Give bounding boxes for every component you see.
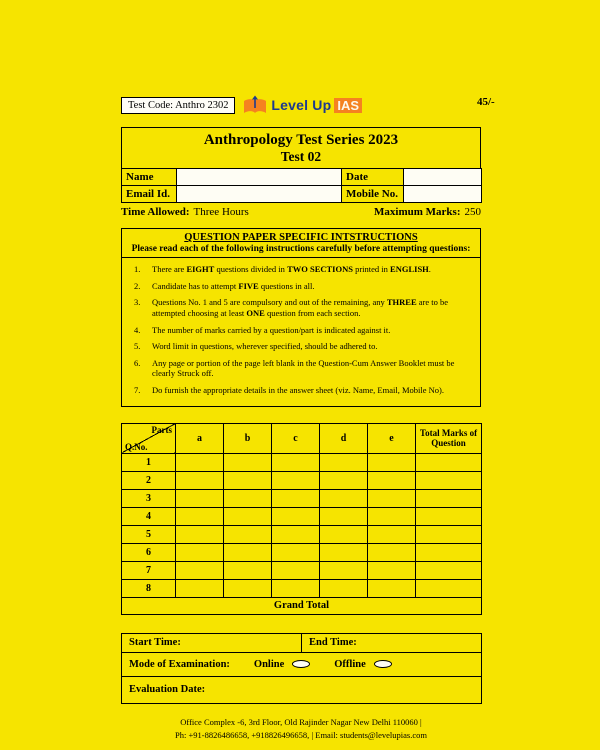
marks-cell xyxy=(368,561,416,579)
marks-cell xyxy=(320,579,368,597)
marks-table-row xyxy=(122,579,482,597)
instruction-number: 1. xyxy=(134,264,141,274)
marks-table-row xyxy=(122,525,482,543)
marks-cell xyxy=(224,507,272,525)
instructions-heading: QUESTION PAPER SPECIFIC INTSTRUCTIONS xyxy=(184,232,418,243)
marks-table-row xyxy=(122,471,482,489)
marks-table-header-row xyxy=(122,423,482,453)
total-marks-cell xyxy=(416,543,482,561)
marks-cell xyxy=(272,579,320,597)
mode-cell xyxy=(122,652,482,676)
logo-text-ias: IAS xyxy=(334,98,362,113)
maximum-marks xyxy=(374,206,481,218)
marks-cell xyxy=(176,543,224,561)
marks-cell xyxy=(320,453,368,471)
marks-cell xyxy=(176,489,224,507)
instruction-text: Do furnish the appropriate details in the answer sheet (viz. Name, Email, Mobile No). xyxy=(152,385,444,395)
question-number-cell: 6 xyxy=(122,543,176,561)
question-number-cell: 2 xyxy=(122,471,176,489)
marks-cell xyxy=(320,561,368,579)
test-code-box xyxy=(121,97,235,114)
question-number-cell: 7 xyxy=(122,561,176,579)
exam-cover-sheet xyxy=(121,88,481,742)
part-column-header: e xyxy=(368,423,416,453)
marks-cell xyxy=(224,525,272,543)
corner-parts-label: Parts xyxy=(151,424,172,435)
marks-cell xyxy=(176,525,224,543)
mode-option-offline xyxy=(334,659,392,670)
candidate-row-1 xyxy=(122,169,482,186)
marks-cell xyxy=(272,489,320,507)
marks-cell xyxy=(176,471,224,489)
marks-cell xyxy=(272,453,320,471)
part-column-header: b xyxy=(224,423,272,453)
date-label: Date xyxy=(342,169,404,186)
marks-table-row xyxy=(122,543,482,561)
grand-total-label: Grand Total xyxy=(122,597,482,614)
mode-option-online xyxy=(254,659,310,670)
marks-cell xyxy=(224,561,272,579)
total-marks-cell xyxy=(416,561,482,579)
marks-cell xyxy=(368,507,416,525)
instruction-number: 7. xyxy=(134,385,141,395)
marks-cell xyxy=(368,471,416,489)
footer xyxy=(121,716,481,742)
instructions-list xyxy=(122,258,480,396)
marks-cell xyxy=(320,525,368,543)
marks-cell xyxy=(224,453,272,471)
marks-cell xyxy=(320,489,368,507)
total-marks-cell xyxy=(416,489,482,507)
marks-table-row xyxy=(122,453,482,471)
header-row xyxy=(121,88,481,122)
maximum-marks-value: 250 xyxy=(464,206,481,218)
instruction-item xyxy=(128,264,470,275)
marks-cell xyxy=(368,453,416,471)
marks-cell xyxy=(224,471,272,489)
evaluation-row xyxy=(122,676,482,703)
part-column-header: a xyxy=(176,423,224,453)
instruction-text: The number of marks carried by a question/part is indicated against it. xyxy=(152,324,391,335)
time-allowed xyxy=(121,206,249,218)
instruction-item xyxy=(128,385,470,396)
marks-cell xyxy=(320,543,368,561)
instruction-number: 4. xyxy=(134,324,141,335)
marks-cell xyxy=(368,489,416,507)
instruction-text: Word limit in questions, wherever specified, should be adhered to. xyxy=(152,341,378,352)
meta-row xyxy=(121,206,481,218)
part-column-header: d xyxy=(320,423,368,453)
corner-cell xyxy=(122,423,176,453)
instruction-number: 3. xyxy=(134,297,141,308)
instruction-number: 6. xyxy=(134,357,141,368)
evaluation-date-label: Evaluation Date: xyxy=(129,684,206,696)
marks-cell xyxy=(368,579,416,597)
end-time-label: End Time: xyxy=(309,637,357,649)
question-number-cell: 3 xyxy=(122,489,176,507)
instruction-item xyxy=(128,358,470,379)
instruction-item xyxy=(128,341,470,352)
test-number: Test 02 xyxy=(280,149,322,164)
email-label: Email Id. xyxy=(122,186,177,203)
marks-table-row xyxy=(122,507,482,525)
marks-cell xyxy=(320,507,368,525)
mobile-input-cell[interactable] xyxy=(404,186,482,203)
instruction-text: Any page or portion of the page left blank in the Question-Cum Answer Booklet must be clearly Struck off. xyxy=(152,357,455,379)
marks-cell xyxy=(176,579,224,597)
date-input-cell[interactable] xyxy=(404,169,482,186)
email-input-cell[interactable] xyxy=(177,186,342,203)
instruction-item xyxy=(128,297,470,318)
marks-cell xyxy=(320,471,368,489)
marks-cell xyxy=(368,525,416,543)
time-row xyxy=(122,633,482,652)
marks-table-row xyxy=(122,489,482,507)
total-marks-cell xyxy=(416,525,482,543)
total-marks-cell xyxy=(416,579,482,597)
part-column-header: c xyxy=(272,423,320,453)
marks-cell xyxy=(272,561,320,579)
marks-table-row xyxy=(122,561,482,579)
logo-text-levelup: Level Up xyxy=(271,97,332,113)
instruction-text: Candidate has to attempt FIVE questions in all. xyxy=(152,280,315,291)
mode-option-oval[interactable] xyxy=(374,660,392,668)
mode-row xyxy=(122,652,482,676)
series-title: Anthropology Test Series 2023 xyxy=(203,132,399,148)
mode-options xyxy=(230,659,392,670)
title-box xyxy=(121,127,481,169)
footer-address: Office Complex -6, 3rd Floor, Old Rajinder Nagar New Delhi 110060 | xyxy=(180,716,422,727)
instruction-number: 5. xyxy=(134,341,141,352)
instruction-item xyxy=(128,325,470,336)
marks-cell xyxy=(176,561,224,579)
exam-admin-table xyxy=(121,633,482,704)
marks-cell xyxy=(224,543,272,561)
candidate-row-2 xyxy=(122,186,482,203)
total-marks-cell xyxy=(416,507,482,525)
question-number-cell: 4 xyxy=(122,507,176,525)
question-number-cell: 1 xyxy=(122,453,176,471)
total-marks-header: Total Marks of Question xyxy=(416,423,482,453)
instruction-text: There are EIGHT questions divided in TWO SECTIONS printed in ENGLISH. xyxy=(152,264,431,274)
name-input-cell[interactable] xyxy=(177,169,342,186)
test-code-text: Test Code: Anthro 2302 xyxy=(128,99,229,111)
marks-table xyxy=(121,423,482,615)
evaluation-cell xyxy=(122,676,482,703)
levelup-ias-logo xyxy=(235,95,369,116)
marks-cell xyxy=(272,525,320,543)
maximum-marks-label: Maximum Marks: xyxy=(374,206,461,218)
grand-total-row xyxy=(122,597,482,614)
corner-qno-label: Q.No. xyxy=(125,441,148,452)
start-time-label: Start Time: xyxy=(129,637,181,649)
total-marks-cell xyxy=(416,453,482,471)
mode-option-oval[interactable] xyxy=(292,660,310,668)
time-allowed-label: Time Allowed: xyxy=(121,206,190,218)
marks-cell xyxy=(224,579,272,597)
mobile-label: Mobile No. xyxy=(342,186,404,203)
open-book-icon xyxy=(242,95,268,116)
question-number-cell: 5 xyxy=(122,525,176,543)
marks-cell xyxy=(272,471,320,489)
mode-option-label: Online xyxy=(253,658,285,670)
question-number-cell: 8 xyxy=(122,579,176,597)
marks-cell xyxy=(368,543,416,561)
mode-label: Mode of Examination: xyxy=(129,658,230,670)
footer-contact: Ph: +91-8826486658, +918826496658, | Email: students@levelupias.com xyxy=(175,729,427,740)
marks-cell xyxy=(176,507,224,525)
end-time-cell xyxy=(302,633,482,652)
marks-cell xyxy=(224,489,272,507)
marks-cell xyxy=(176,453,224,471)
instruction-text: Questions No. 1 and 5 are compulsory and out of the remaining, any THREE are to be attempted choosing at least ONE question from each section. xyxy=(152,297,449,318)
price-tag: 45/- xyxy=(477,96,495,108)
start-time-cell xyxy=(122,633,302,652)
marks-cell xyxy=(272,543,320,561)
instruction-item xyxy=(128,281,470,292)
instruction-number: 2. xyxy=(134,280,141,291)
marks-cell xyxy=(272,507,320,525)
candidate-info-table xyxy=(121,168,482,203)
mode-option-label: Offline xyxy=(334,658,366,670)
instructions-box xyxy=(121,228,481,407)
instructions-subheading: Please read each of the following instructions carefully before attempting questions: xyxy=(122,243,480,258)
time-allowed-value: Three Hours xyxy=(193,206,249,218)
total-marks-cell xyxy=(416,471,482,489)
marks-table-body xyxy=(122,453,482,597)
name-label: Name xyxy=(122,169,177,186)
